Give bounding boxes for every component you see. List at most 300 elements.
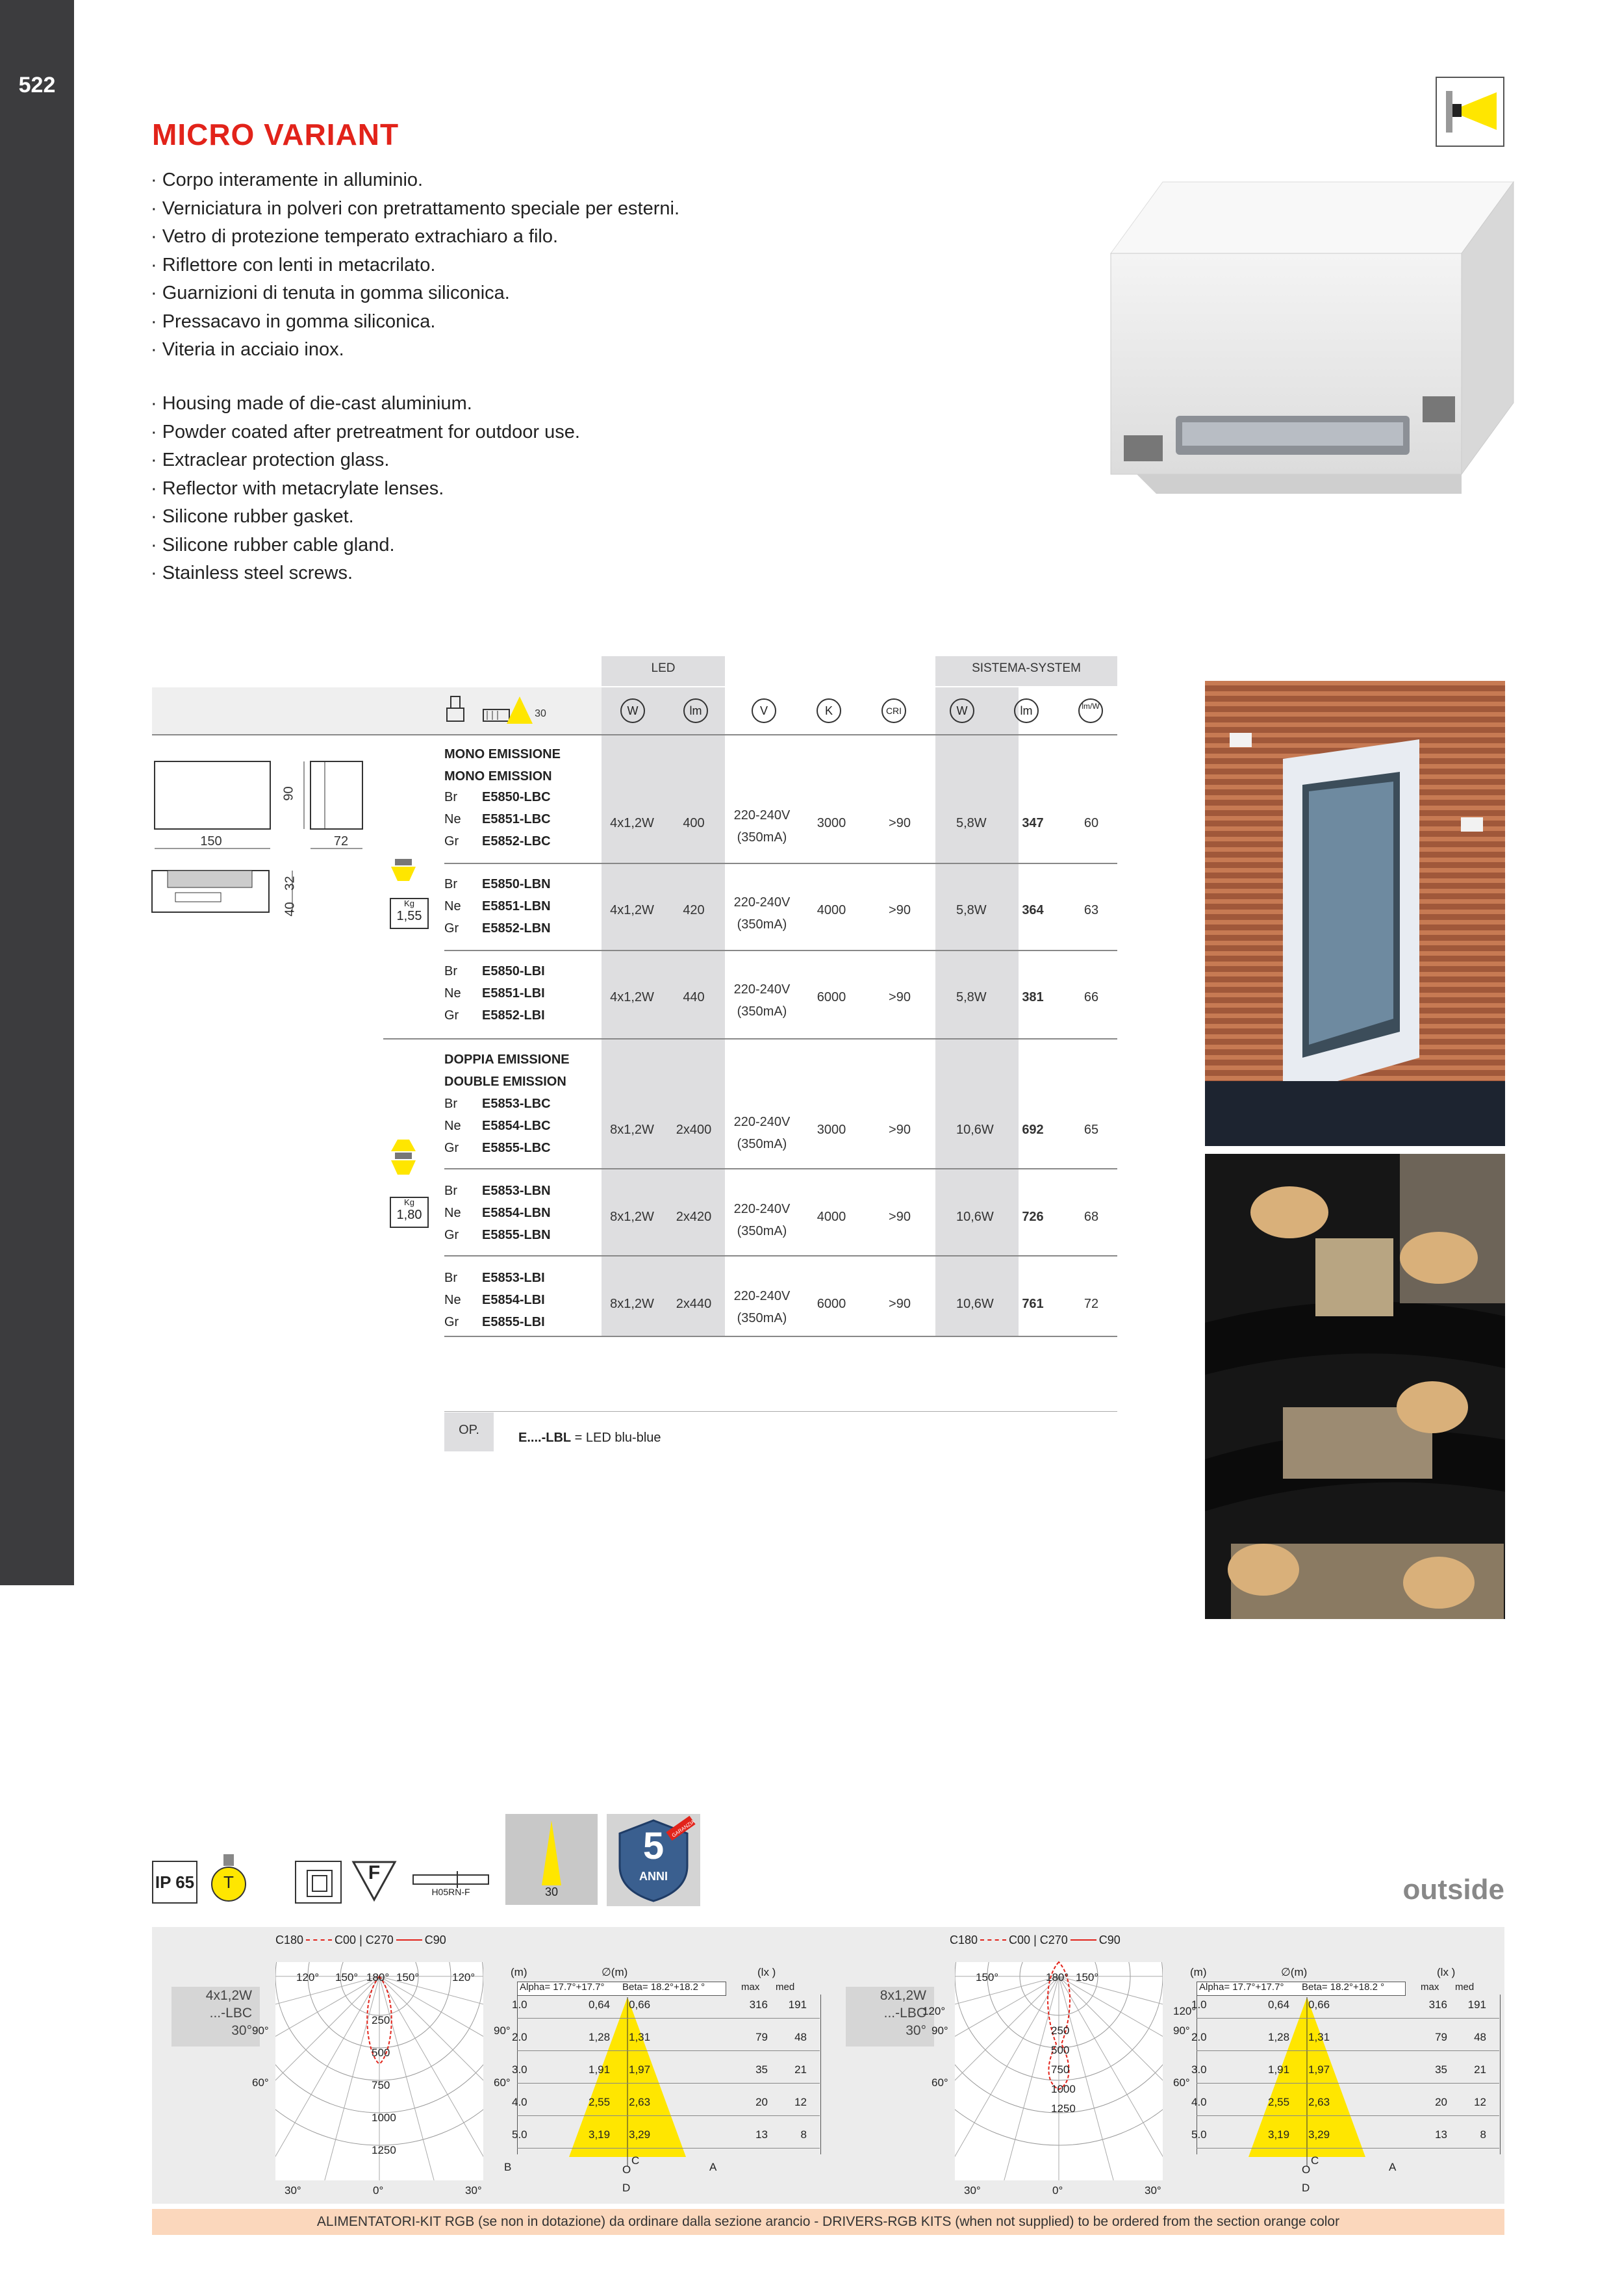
lamp-icon <box>444 691 535 733</box>
cell-lm: 2x420 <box>676 1210 712 1224</box>
cone-dia-a: 3,19 <box>1268 2128 1290 2141</box>
cell-cri: >90 <box>889 1123 911 1137</box>
cell-sw: 10,6W <box>956 1210 994 1224</box>
feature-en: · Stainless steel screws. <box>151 563 353 583</box>
cone-distance: 5.0 <box>512 2128 527 2141</box>
product-code: E5855-LBN <box>482 1228 551 1242</box>
legend-c180: C180 <box>950 1933 978 1946</box>
head-med: med <box>776 1982 795 1993</box>
label-code: ...-LBC <box>209 2006 252 2021</box>
current: (350mA) <box>737 1311 787 1325</box>
options-code: E....-LBL <box>518 1431 572 1445</box>
cell-k: 3000 <box>817 1123 846 1137</box>
angle-label: 0° <box>1052 2184 1063 2197</box>
scale-label: 500 <box>1051 2044 1070 2056</box>
weight-double: 1,80 <box>396 1208 422 1222</box>
scale-label: 750 <box>1051 2063 1070 2076</box>
weight-mono: 1,55 <box>396 909 422 923</box>
product-code: E5850-LBN <box>482 877 551 891</box>
volt-icon: V <box>752 698 776 723</box>
finish-label: Ne <box>444 899 461 913</box>
finish-label: Ne <box>444 1206 461 1220</box>
feature-en: · Housing made of die-cast aluminium. <box>151 393 472 414</box>
angle-label: 60° <box>931 2076 948 2089</box>
label-angle: 30° <box>231 2023 252 2038</box>
head-alpha: Alpha= 17.7°+17.7° <box>1199 1982 1284 1993</box>
cone-dia-b: 3,29 <box>629 2128 651 2141</box>
cell-lm: 2x400 <box>676 1123 712 1137</box>
cone-distance: 3.0 <box>512 2063 527 2076</box>
cell-w: 4x1,2W <box>610 903 654 917</box>
cell-sw: 5,8W <box>956 903 987 917</box>
legend: C180 C00 | C270 C90 <box>950 1933 1121 1946</box>
angle-label: 30° <box>964 2184 981 2197</box>
watt-icon: W <box>620 698 645 723</box>
product-code: E5852-LBC <box>482 834 551 848</box>
product-code: E5851-LBI <box>482 986 545 1001</box>
cone-med: 12 <box>794 2096 807 2108</box>
product-code: E5850-LBI <box>482 964 545 978</box>
temperature-icon <box>209 1853 248 1905</box>
warranty-number: 5 <box>642 1825 665 1867</box>
legend-c90: C90 <box>1098 1933 1121 1946</box>
angle-label: 150° <box>396 1971 420 1983</box>
head-alpha: Alpha= 17.7°+17.7° <box>520 1982 605 1993</box>
cone-dia-b: 0,66 <box>1308 1998 1330 2011</box>
cone-dia-b: 0,66 <box>629 1998 651 2011</box>
voltage: 220-240V <box>733 808 791 823</box>
ip65-badge: IP 65 <box>152 1861 197 1904</box>
cell-k: 3000 <box>817 816 846 830</box>
lumen-icon: lm <box>683 698 708 723</box>
cell-lm: 420 <box>683 903 705 917</box>
cell-k: 6000 <box>817 1297 846 1311</box>
cell-sw: 5,8W <box>956 816 987 830</box>
scale-label: 1250 <box>372 2144 396 2156</box>
sidebar-bar <box>0 0 74 1585</box>
class-ii-icon <box>295 1861 342 1904</box>
cell-voltage <box>725 1111 799 1155</box>
beam-angle-value: 30 <box>544 1885 559 1898</box>
finish-label: Gr <box>444 1315 459 1329</box>
cell-sw: 10,6W <box>956 1297 994 1311</box>
cone-dia-a: 2,55 <box>1268 2096 1290 2108</box>
product-code-line <box>444 982 545 1004</box>
polar-diagram <box>948 1953 1169 2200</box>
led-column-band <box>602 687 725 1336</box>
cone-distance: 4.0 <box>512 2096 527 2108</box>
warranty-band: GARANZIA <box>670 1818 696 1839</box>
footer-note: ALIMENTATORI-KIT RGB (se non in dotazione) da ordinare dalla sezione arancio - DRIVERS-RGB KITS (when not supplied) to be ordered from the section orange color <box>152 2209 1504 2235</box>
f-mark-icon <box>351 1859 398 1904</box>
features-english <box>151 390 580 588</box>
features-italian <box>151 166 679 364</box>
cell-slm: 726 <box>1022 1210 1044 1224</box>
cell-eff: 72 <box>1083 1297 1099 1311</box>
current: (350mA) <box>737 1137 787 1151</box>
scale-label: 750 <box>372 2079 390 2091</box>
angle-label: 150° <box>1076 1971 1099 1983</box>
cone-row-rule <box>517 2115 820 2116</box>
weight-double-box <box>390 1197 429 1228</box>
cone-max: 79 <box>755 2031 768 2043</box>
system-column-band <box>935 687 1019 1336</box>
feature-it: · Guarnizioni di tenuta in gomma siliconica. <box>151 283 510 303</box>
product-codes <box>444 1093 551 1159</box>
product-codes <box>444 873 551 939</box>
cone-row-rule <box>517 2050 820 2051</box>
feature-it: · Pressacavo in gomma siliconica. <box>151 311 436 332</box>
current: (350mA) <box>737 1224 787 1238</box>
head-max: max <box>741 1982 760 1993</box>
mono-emission-icon <box>387 855 420 889</box>
product-code: E5850-LBC <box>482 790 551 804</box>
head-beta: Beta= 18.2°+18.2 ° <box>622 1982 705 1993</box>
angle-label: 120° <box>922 2005 946 2017</box>
cone-row-rule <box>517 2018 820 2019</box>
cone-dia-a: 0,64 <box>1268 1998 1290 2011</box>
system-watt-icon: W <box>950 698 974 723</box>
finish-label: Gr <box>444 1141 459 1155</box>
cell-lm: 400 <box>683 816 705 830</box>
cone-dia-b: 3,29 <box>1308 2128 1330 2141</box>
point-b: B <box>504 2161 512 2173</box>
cell-cri: >90 <box>889 816 911 830</box>
dim-height: 90 <box>281 786 296 801</box>
angle-label: 150° <box>335 1971 359 1983</box>
dim-depth-3: 40 <box>283 902 298 917</box>
angle-label: 90° <box>252 2024 269 2037</box>
finish-label: Br <box>444 877 457 891</box>
cell-slm: 347 <box>1022 816 1044 830</box>
photometry-block <box>846 1927 1504 2204</box>
cell-voltage <box>725 978 799 1023</box>
section-rule <box>383 1038 1117 1040</box>
head-med: med <box>1455 1982 1475 1993</box>
cone-med: 12 <box>1474 2096 1486 2108</box>
cell-eff: 65 <box>1083 1123 1099 1137</box>
legend: C180 C00 | C270 C90 <box>275 1933 446 1946</box>
row-rule <box>444 863 1117 864</box>
cone-dia-a: 1,28 <box>1268 2031 1290 2043</box>
finish-label: Br <box>444 790 457 804</box>
finish-label: Ne <box>444 986 461 1001</box>
finish-label: Gr <box>444 1228 459 1242</box>
angle-label: 30° <box>1145 2184 1161 2197</box>
label-angle: 30° <box>906 2023 926 2038</box>
product-code: E5852-LBN <box>482 921 551 936</box>
label-code: ...-LBC <box>883 2006 926 2021</box>
cone-dia-b: 2,63 <box>1308 2096 1330 2108</box>
angle-label: 180° <box>366 1971 390 1983</box>
point-o: O <box>1302 2163 1311 2176</box>
cone-distance: 1.0 <box>1191 1998 1207 2011</box>
finish-label: Br <box>444 964 457 978</box>
scale-label: 500 <box>372 2047 390 2059</box>
finish-label: Gr <box>444 834 459 848</box>
cable-icon <box>412 1869 490 1901</box>
voltage: 220-240V <box>733 982 791 997</box>
angle-label: 120° <box>296 1971 320 1983</box>
current: (350mA) <box>737 1004 787 1019</box>
product-code-line <box>444 1202 551 1224</box>
product-code: E5854-LBC <box>482 1119 551 1133</box>
section-title-it: MONO EMISSIONE <box>444 747 561 761</box>
cell-sw: 5,8W <box>956 990 987 1004</box>
product-code-line <box>444 830 551 852</box>
cone-distance: 5.0 <box>1191 2128 1207 2141</box>
cell-w: 8x1,2W <box>610 1210 654 1224</box>
product-code: E5855-LBC <box>482 1141 551 1155</box>
angle-label: 90° <box>1173 2024 1190 2037</box>
label-power: 8x1,2W <box>880 1988 926 2003</box>
cell-k: 4000 <box>817 1210 846 1224</box>
cell-slm: 761 <box>1022 1297 1044 1311</box>
product-code-line <box>444 960 545 982</box>
point-d: D <box>1302 2182 1310 2194</box>
outside-logo: outside <box>1402 1874 1504 1906</box>
cone-row-rule <box>1197 2018 1499 2019</box>
cone-max: 20 <box>755 2096 768 2108</box>
feature-en: · Silicone rubber cable gland. <box>151 534 395 555</box>
point-c: C <box>1311 2154 1319 2167</box>
product-codes <box>444 786 551 852</box>
table-bottom-rule <box>444 1336 1117 1337</box>
cone-dia-b: 1,31 <box>629 2031 651 2043</box>
scale-label: 1000 <box>372 2111 396 2124</box>
photometry-label <box>846 1987 934 2047</box>
label-power: 4x1,2W <box>205 1988 252 2003</box>
weight-unit: Kg <box>404 899 414 908</box>
beam-angle-badge <box>505 1814 598 1905</box>
options-rule <box>444 1411 1117 1412</box>
cone-row-rule <box>1197 2083 1499 2084</box>
product-code-line <box>444 1289 545 1311</box>
cone-med: 21 <box>794 2063 807 2076</box>
photometry-label <box>171 1987 260 2047</box>
cone-distance: 2.0 <box>1191 2031 1207 2043</box>
current: (350mA) <box>737 830 787 845</box>
scale-label: 250 <box>372 2014 390 2026</box>
cell-cri: >90 <box>889 1210 911 1224</box>
scale-label: 1000 <box>1051 2083 1076 2095</box>
head-lx: (lx ) <box>1437 1966 1456 1978</box>
scale-label: 250 <box>1051 2024 1070 2037</box>
cone-row-rule <box>1197 2148 1499 2149</box>
legend-c180: C180 <box>275 1933 304 1946</box>
cell-voltage <box>725 1285 799 1329</box>
voltage: 220-240V <box>733 895 791 910</box>
warranty-word: ANNI <box>639 1870 668 1883</box>
head-dia: ∅(m) <box>1281 1966 1308 1978</box>
feature-en: · Extraclear protection glass. <box>151 450 390 470</box>
polar-diagram <box>269 1953 490 2200</box>
product-code: E5853-LBN <box>482 1184 551 1198</box>
product-code: E5852-LBI <box>482 1008 545 1023</box>
point-d: D <box>622 2182 631 2194</box>
product-code-line <box>444 1093 551 1115</box>
cell-w: 8x1,2W <box>610 1123 654 1137</box>
product-code: E5854-LBN <box>482 1206 551 1220</box>
cone-dia-a: 2,55 <box>589 2096 611 2108</box>
head-m: (m) <box>1190 1966 1207 1978</box>
product-code-line <box>444 786 551 808</box>
feature-en: · Powder coated after pretreatment for outdoor use. <box>151 421 580 442</box>
product-codes <box>444 1180 551 1246</box>
cell-k: 6000 <box>817 990 846 1004</box>
cell-voltage <box>725 804 799 848</box>
product-code: E5853-LBC <box>482 1097 551 1111</box>
efficacy-icon: lm/W <box>1078 698 1103 723</box>
finish-label: Br <box>444 1184 457 1198</box>
cell-slm: 692 <box>1022 1123 1044 1137</box>
angle-label: 90° <box>494 2024 511 2037</box>
head-m: (m) <box>511 1966 527 1978</box>
header-rule <box>152 734 1117 735</box>
angle-label: 120° <box>1173 2005 1197 2017</box>
product-code-line <box>444 1267 545 1289</box>
angle-label: 0° <box>373 2184 384 2197</box>
section-title-it: DOPPIA EMISSIONE <box>444 1052 570 1067</box>
head-dia: ∅(m) <box>602 1966 628 1978</box>
cell-cri: >90 <box>889 1297 911 1311</box>
system-lumen-icon: lm <box>1014 698 1039 723</box>
legend-c270: C270 <box>1039 1933 1068 1946</box>
dim-depth: 72 <box>333 834 349 848</box>
finish-label: Br <box>444 1271 457 1285</box>
product-code-line <box>444 873 551 895</box>
product-code: E5853-LBI <box>482 1271 545 1285</box>
cone-row-rule <box>1197 2115 1499 2116</box>
finish-label: Br <box>444 1097 457 1111</box>
cone-row-rule <box>1197 2050 1499 2051</box>
feature-en: · Reflector with metacrylate lenses. <box>151 478 444 499</box>
cone-dia-a: 1,28 <box>589 2031 611 2043</box>
system-header: SISTEMA-SYSTEM <box>972 661 1081 675</box>
cone-dia-a: 3,19 <box>589 2128 611 2141</box>
beam-angle-label: 30 <box>535 708 546 719</box>
voltage: 220-240V <box>733 1289 791 1303</box>
cell-w: 4x1,2W <box>610 816 654 830</box>
cri-icon: CRI <box>881 698 906 723</box>
angle-label: 150° <box>976 1971 999 1983</box>
legend-c270: C270 <box>365 1933 394 1946</box>
cone-med: 48 <box>794 2031 807 2043</box>
section-title-en: MONO EMISSION <box>444 769 552 784</box>
cell-cri: >90 <box>889 990 911 1004</box>
current: (350mA) <box>737 917 787 932</box>
angle-label: 60° <box>494 2076 511 2089</box>
cone-max: 35 <box>755 2063 768 2076</box>
product-code-line <box>444 1311 545 1333</box>
cell-eff: 60 <box>1083 816 1099 830</box>
mono-section-title <box>444 743 561 787</box>
product-code-line <box>444 895 551 917</box>
cone-dia-a: 1,91 <box>589 2063 611 2076</box>
cone-max: 20 <box>1435 2096 1447 2108</box>
cone-max: 79 <box>1435 2031 1447 2043</box>
product-code-line <box>444 1180 551 1202</box>
cell-w: 8x1,2W <box>610 1297 654 1311</box>
f-mark-letter: F <box>368 1862 381 1883</box>
point-a: A <box>1389 2161 1397 2173</box>
point-c: C <box>631 2154 640 2167</box>
double-section-title <box>444 1049 570 1093</box>
finish-label: Gr <box>444 1008 459 1023</box>
cone-max: 316 <box>749 1998 768 2011</box>
cone-distance: 1.0 <box>512 1998 527 2011</box>
cone-max: 316 <box>1428 1998 1447 2011</box>
page-number: 522 <box>18 73 56 97</box>
voltage: 220-240V <box>733 1115 791 1129</box>
angle-label: 30° <box>285 2184 301 2197</box>
dimension-drawing <box>149 754 396 939</box>
row-rule <box>444 1255 1117 1256</box>
cell-voltage <box>725 1198 799 1242</box>
product-code-line <box>444 1224 551 1246</box>
warranty-badge <box>607 1814 700 1906</box>
product-code-line <box>444 808 551 830</box>
cell-sw: 10,6W <box>956 1123 994 1137</box>
feature-it: · Verniciatura in polveri con pretrattamento speciale per esterni. <box>151 198 680 219</box>
cable-label: H05RN-F <box>431 1887 470 1897</box>
point-a: A <box>709 2161 717 2173</box>
cell-slm: 364 <box>1022 903 1044 917</box>
product-code-line <box>444 1137 551 1159</box>
cone-distance: 3.0 <box>1191 2063 1207 2076</box>
angle-label: 60° <box>1173 2076 1190 2089</box>
feature-it: · Corpo interamente in alluminio. <box>151 170 424 190</box>
feature-it: · Vetro di protezione temperato extrachiaro a filo. <box>151 226 559 247</box>
head-lx: (lx ) <box>757 1966 776 1978</box>
angle-label: 180° <box>1046 1971 1069 1983</box>
cone-med: 48 <box>1474 2031 1486 2043</box>
cone-dia-a: 0,64 <box>589 1998 611 2011</box>
cone-distance: 2.0 <box>512 2031 527 2043</box>
finish-label: Ne <box>444 812 461 826</box>
cell-k: 4000 <box>817 903 846 917</box>
row-rule <box>444 1168 1117 1169</box>
row-rule <box>444 950 1117 951</box>
scale-label: 1250 <box>1051 2102 1076 2115</box>
legend-c90: C90 <box>424 1933 446 1946</box>
angle-label: 30° <box>465 2184 482 2197</box>
cell-eff: 68 <box>1083 1210 1099 1224</box>
led-header: LED <box>651 661 676 675</box>
options-desc: = LED blu-blue <box>571 1431 661 1445</box>
double-emission-icon <box>387 1137 420 1182</box>
cone-med: 21 <box>1474 2063 1486 2076</box>
finish-label: Ne <box>444 1119 461 1133</box>
cell-cri: >90 <box>889 903 911 917</box>
cone-dia-b: 1,97 <box>629 2063 651 2076</box>
product-code-line <box>444 1004 545 1027</box>
cone-max: 13 <box>1435 2128 1447 2141</box>
cone-med: 8 <box>1480 2128 1486 2141</box>
angle-label: 90° <box>931 2024 948 2037</box>
legend-c00: C00 <box>1009 1933 1031 1946</box>
dim-depth-2: 32 <box>283 876 298 891</box>
finish-label: Gr <box>444 921 459 936</box>
dim-width: 150 <box>200 834 222 848</box>
angle-label: 60° <box>252 2076 269 2089</box>
head-beta: Beta= 18.2°+18.2 ° <box>1302 1982 1385 1993</box>
options-text <box>518 1431 661 1446</box>
voltage: 220-240V <box>733 1202 791 1216</box>
cone-max: 35 <box>1435 2063 1447 2076</box>
section-title-en: DOUBLE EMISSION <box>444 1075 566 1089</box>
cone-dia-a: 1,91 <box>1268 2063 1290 2076</box>
